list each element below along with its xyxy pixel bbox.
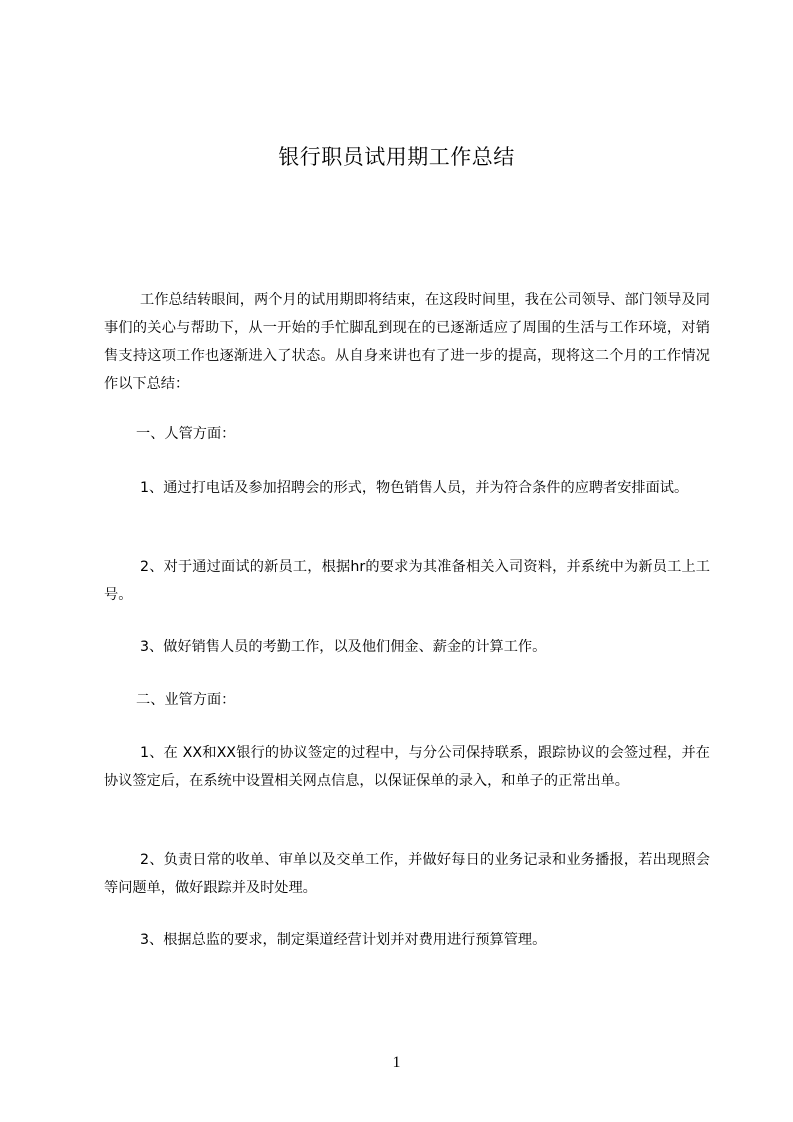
business-item-3: 3、根据总监的要求，制定渠道经营计划并对费用进行预算管理。 <box>140 932 547 948</box>
section-heading-business: 二、业管方面： <box>136 692 236 708</box>
business-item-1: 1、在 XX和XX银行的协议签定的过程中，与分公司保持联系，跟踪协议的会签过程，并在协议签定后，在系统中设置相关网点信息，以保证保单的录入，和单子的正常出单。 <box>104 745 710 789</box>
business-item-2: 2、负责日常的收单、审单以及交单工作，并做好每日的业务记录和业务播报，若出现照会等问题单，做好跟踪并及时处理。 <box>104 852 710 896</box>
personnel-item-3: 3、做好销售人员的考勤工作，以及他们佣金、薪金的计算工作。 <box>140 639 547 655</box>
personnel-item-2: 2、对于通过面试的新员工，根据hr的要求为其准备相关入司资料，并系统中为新员工上工号。 <box>104 559 710 603</box>
intro-paragraph: 工作总结转眼间，两个月的试用期即将结束，在这段时间里，我在公司领导、部门领导及同事们的关心与帮助下，从一开始的手忙脚乱到现在的已逐渐适应了周围的生活与工作环境，对销售支持这项工作也逐渐进入了状态。从自身来讲也有了进一步的提高，现将这二个月的工作情况作以下总结： <box>104 292 710 392</box>
personnel-item-1: 1、通过打电话及参加招聘会的形式，物色销售人员，并为符合条件的应聘者安排面试。 <box>140 480 689 496</box>
section-heading-personnel: 一、人管方面： <box>136 426 236 442</box>
page-number: 1 <box>392 1054 401 1071</box>
document-title: 银行职员试用期工作总结 <box>278 145 515 169</box>
